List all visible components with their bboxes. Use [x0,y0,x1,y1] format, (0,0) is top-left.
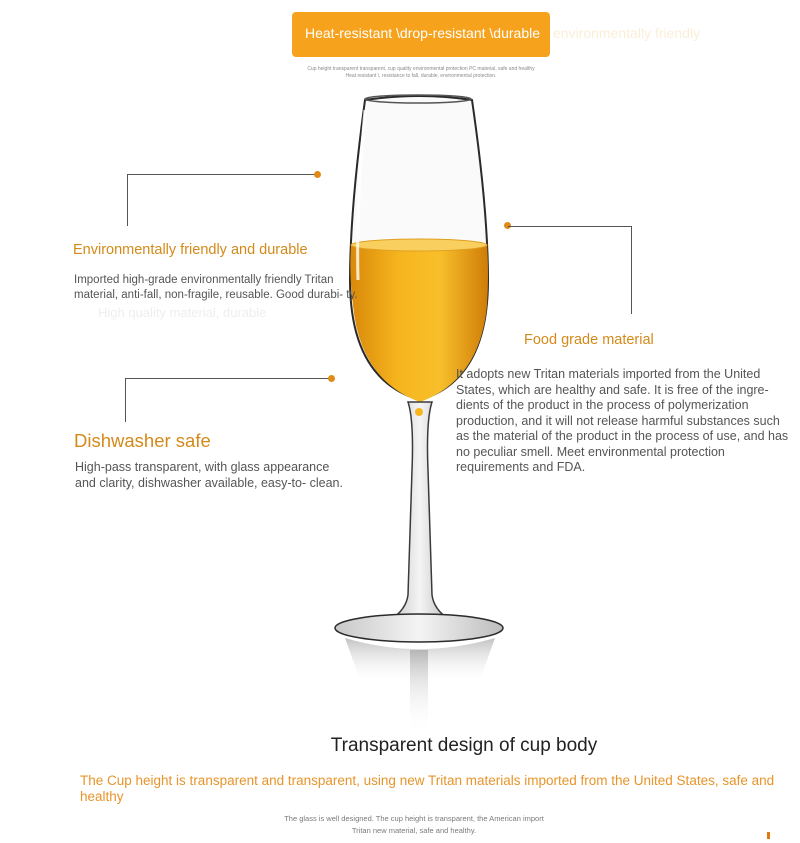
banner-subtitle-line1: Cup height transparent transparent, cup quality environmental protection PC material, safe and healthy [307,66,535,72]
glass-base [335,614,503,642]
feature-env-body: Imported high-grade environmentally friendly Tritan material, anti-fall, non-fragile, reusable. Good durabi- ty. [74,274,358,301]
feature-env-ghost: High quality material, durable [98,305,267,320]
callout-dot-icon [328,375,335,382]
bottom-title: Transparent design of cup body [330,735,598,756]
callout-line-dish-vertical [125,378,126,422]
callout-line-dish-horizontal [125,378,331,379]
callout-line-food-horizontal [508,226,632,227]
banner-subtitle-line2: Heat resistant \, resistance to fall, durable, environmental protection. [345,73,497,79]
glass-stem [390,402,450,620]
feature-dish-body: High-pass transparent, with glass appearance and clarity, dishwasher available, easy-to- clean. [75,460,343,490]
callout-line-env-horizontal [127,174,317,175]
bottom-small-line1: The glass is well designed. The cup height is transparent, the American import [284,814,544,823]
callout-line-food-vertical [631,226,632,314]
callout-line-env-vertical [127,174,128,226]
banner-overflow-text: environmentally friendly [553,25,701,41]
callout-dot-icon [314,171,321,178]
banner-subtitle [292,66,550,80]
feature-dish-title: Dishwasher safe [74,430,211,451]
feature-food-title: Food grade material [524,332,654,348]
feature-env-title: Environmentally friendly and durable [73,242,308,258]
bottom-orange-text: The Cup height is transparent and transparent, using new Tritan materials imported from the United States, safe and healthy [80,773,775,804]
feature-food-body: It adopts new Tritan materials imported from the United States, which are healthy and safe. It is free of the ingre- dients of the product in the process of polymerization production, and it will not release harmful substances such as the material of the product in the process of use, and has no peculiar smell. Meet environmental protection requirements and FDA. [456,367,789,474]
bottom-small-line2: Tritan new material, safe and healthy. [351,826,477,835]
corner-mark [767,832,770,839]
banner-text: Heat-resistant \drop-resistant \durable [305,25,540,41]
bottom-small-text [230,813,598,837]
header-banner [292,12,550,57]
